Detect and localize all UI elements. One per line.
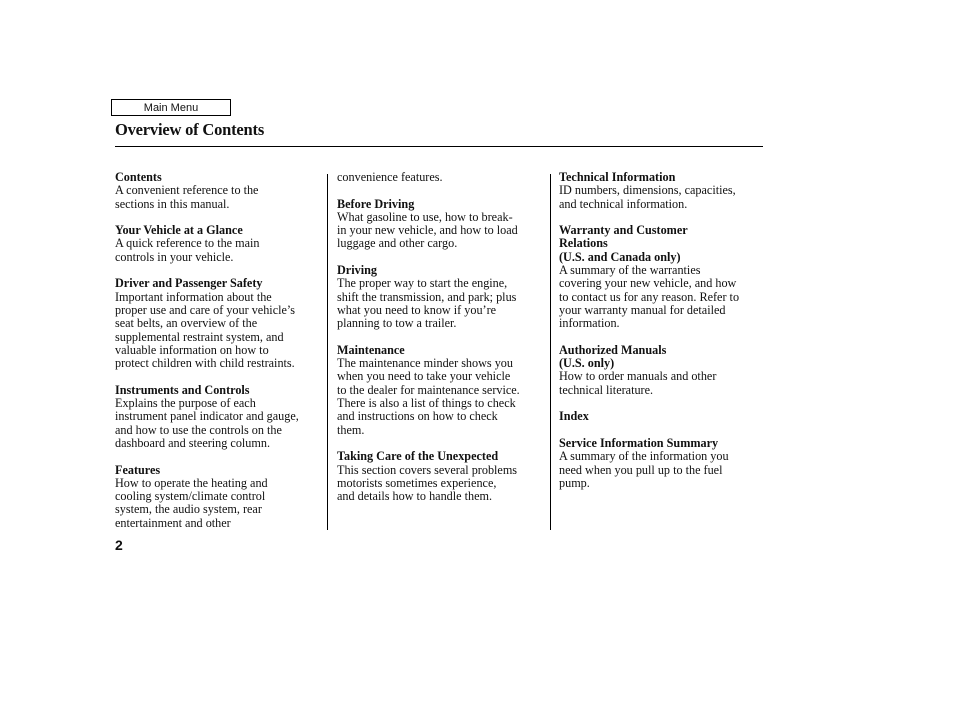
- section-title: Index: [559, 409, 589, 424]
- section-title: Contents: [115, 170, 162, 184]
- section-title: Before Driving: [337, 196, 415, 211]
- section-title: Instruments and Controls: [115, 382, 250, 397]
- column-divider: [550, 174, 551, 530]
- section-contents[interactable]: [115, 171, 325, 211]
- section-title: Taking Care of the Unexpected: [337, 449, 499, 464]
- section-index[interactable]: [559, 410, 764, 423]
- section-features[interactable]: [115, 464, 325, 530]
- section-description: The proper way to start the engine, shift the transmission, and park; plus what you need to know if you’re planning to tow a trailer.: [337, 276, 517, 331]
- section-warranty-and-customer-relations[interactable]: [559, 224, 764, 330]
- section-description: How to order manuals and other technical literature.: [559, 369, 717, 397]
- section-title: Maintenance: [337, 342, 405, 357]
- section-technical-information[interactable]: [559, 171, 764, 211]
- section-description: Explains the purpose of each instrument panel indicator and gauge, and how to use the controls on the dashboard and steering column.: [115, 396, 299, 450]
- title-divider: [115, 146, 763, 147]
- section-instruments-and-controls[interactable]: [115, 384, 325, 450]
- section-service-information-summary[interactable]: [559, 437, 764, 490]
- section-title-line: (U.S. only): [559, 356, 615, 371]
- section-title: Driving: [337, 263, 377, 278]
- section-description: Important information about the proper use and care of your vehicle’s seat belts, an overview of the supplemental restraint system, and valuable information on how to protect children with child restraints.: [115, 289, 296, 371]
- page-number: 2: [115, 537, 123, 553]
- section-authorized-manuals[interactable]: [559, 344, 764, 397]
- section-title: [559, 344, 764, 371]
- section-title: Features: [115, 462, 161, 477]
- section-title: Your Vehicle at a Glance: [115, 223, 243, 238]
- column-2: [337, 171, 547, 517]
- section-description: A quick reference to the main controls in your vehicle.: [115, 236, 260, 264]
- section-description: What gasoline to use, how to break- in your new vehicle, and how to load luggage and other cargo.: [337, 209, 518, 251]
- page-title: Overview of Contents: [115, 120, 265, 139]
- section-title-line: Warranty and Customer: [559, 223, 688, 238]
- column-3: [559, 171, 764, 503]
- section-description: How to operate the heating and cooling system/climate control system, the audio system, rear entertainment and other: [115, 475, 268, 530]
- section-title-line: Relations: [559, 236, 608, 251]
- column-1: [115, 171, 325, 543]
- section-driving[interactable]: [337, 264, 547, 330]
- column-divider: [327, 174, 328, 530]
- features-continued-text: convenience features.: [337, 170, 443, 184]
- section-description: ID numbers, dimensions, capacities, and technical information.: [559, 183, 736, 211]
- section-description: A summary of the warranties covering your new vehicle, and how to contact us for any reason. Refer to your warranty manual for detailed information.: [559, 263, 740, 331]
- section-before-driving[interactable]: [337, 198, 547, 251]
- section-description: A convenient reference to the sections in this manual.: [115, 183, 259, 211]
- section-maintenance[interactable]: [337, 344, 547, 437]
- section-description: The maintenance minder shows you when you need to take your vehicle to the dealer for maintenance service. There is also a list of things to check and instructions on how to check them.: [337, 356, 520, 437]
- section-title: Technical Information: [559, 170, 676, 184]
- section-taking-care-of-the-unexpected[interactable]: [337, 450, 547, 503]
- section-title: Driver and Passenger Safety: [115, 276, 263, 291]
- section-description: A summary of the information you need when you pull up to the fuel pump.: [559, 449, 729, 490]
- main-menu-button[interactable]: Main Menu: [111, 99, 231, 116]
- section-title-line: (U.S. and Canada only): [559, 249, 681, 264]
- section-description: This section covers several problems motorists sometimes experience, and details how to handle them.: [337, 462, 518, 504]
- section-title-line: Authorized Manuals: [559, 342, 667, 357]
- section-your-vehicle-at-a-glance[interactable]: [115, 224, 325, 264]
- section-driver-and-passenger-safety[interactable]: [115, 277, 325, 370]
- section-title: Service Information Summary: [559, 435, 719, 450]
- section-title: [559, 224, 764, 264]
